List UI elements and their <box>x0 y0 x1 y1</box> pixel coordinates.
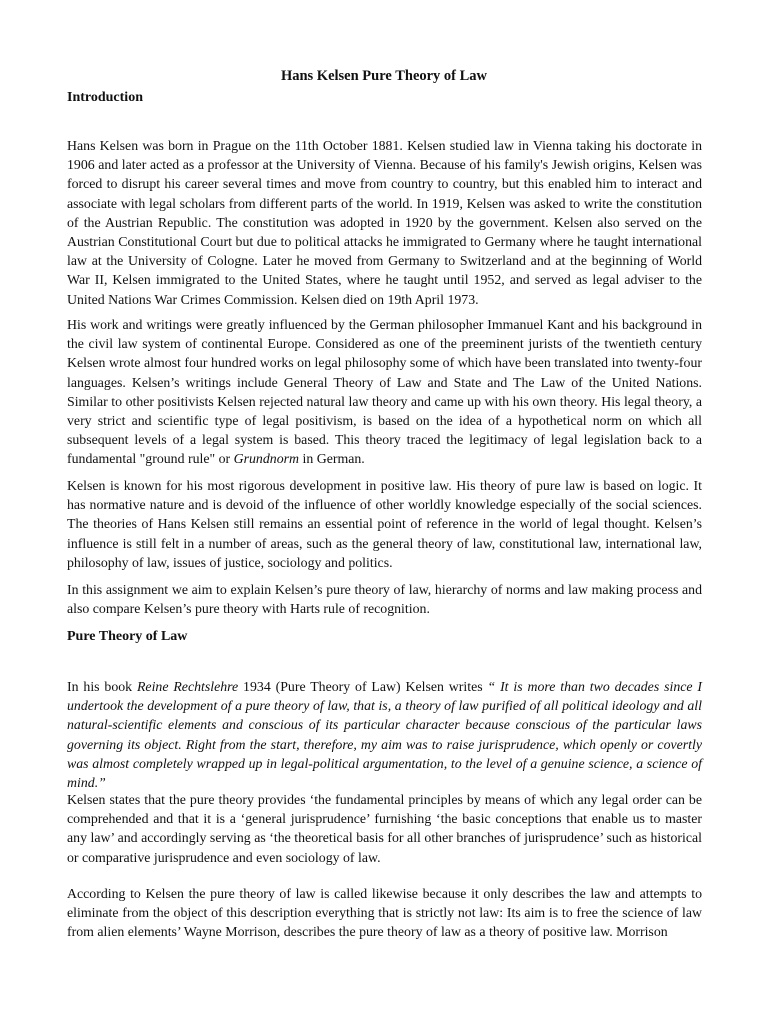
paragraph-biography: Hans Kelsen was born in Prague on the 11th October 1881. Kelsen studied law in Vienna taking his doctorate in 1906 and later acted as a professor at the University of Vienna. Because of his family's Jewish origins, Kelsen was forced to disrupt his career several times and move from country to country, but this enabled him to interact and associate with legal scholars from different parts of the world. In 1919, Kelsen was asked to write the constitution of the Austrian Republic. The constitution was adopted in 1920 by the government. Kelsen also served on the Austrian Constitutional Court but due to political attacks he immigrated to Germany where he taught international law at the University of Cologne. Later he moved from Germany to Switzerland and at the beginning of World War II, Kelsen immigrated to the United States, where he taught until 1952, and served as legal adviser to the United Nations War Crimes Commission. Kelsen died on 19th April 1973. <box>67 138 702 307</box>
paragraph-general-jurisprudence: Kelsen states that the pure theory provides ‘the fundamental principles by means of which any legal order can be comprehended and that it is a ‘general jurisprudence’ furnishing ‘the basic conceptions that enable us to master any law’ and accordingly serving as ‘the theoretical basis for all other branches of jurisprudence’ such as historical or comparative jurisprudence and even sociology of law. <box>67 792 702 865</box>
paragraph-morrison: According to Kelsen the pure theory of law is called likewise because it only describes the law and attempts to eliminate from the object of this description everything that is strictly not law: Its aim is to free the science of law from alien elements’ Wayne Morrison, describes the pure theory of law as a theory of positive law. Morrison <box>67 886 702 940</box>
pure-theory-heading: Pure Theory of Law <box>67 629 188 644</box>
paragraph-influences <box>67 315 702 469</box>
paragraph-influences-end: in German. <box>299 451 365 467</box>
kelsen-quote: “ It is more than two decades since I undertook the development of a pure theory of law, that is, a theory of law purified of all political ideology and all natural-scientific elements and conscious of its particular character because conscious of the particular laws governing its object. Right from the start, therefore, my aim was to raise jurisprudence, which openly or covertly was almost completely wrapped up in legal-political argumentation, to the level of a genuine science, a science of mind.” <box>67 679 702 791</box>
book-title: Reine Rechtslehre <box>136 679 239 694</box>
paragraph-reine-mid: 1934 (Pure Theory of Law) Kelsen writes <box>238 679 488 694</box>
introduction-heading: Introduction <box>67 90 143 105</box>
paragraph-reine-intro: In his book <box>67 679 137 694</box>
document-title: Hans Kelsen Pure Theory of Law <box>280 68 488 84</box>
paragraph-influences-text: His work and writings were greatly influenced by the German philosopher Immanuel Kant and his background in the civil law system of continental Europe. Considered as one of the preeminent jurists of the twentieth century Kelsen wrote almost four hundred works on legal philosophy some of which have been translated into twenty-four languages. Kelsen’s writings include General Theory of Law and State and The Law of the United Nations. Similar to other positivists Kelsen rejected natural law theory and came up with his own theory. His legal theory, a very strict and scientific type of legal positivism, is based on the idea of a hypothetical norm on which all subsequent levels of a legal system is based. This theory traced the legitimacy of legal legislation back to a fundamental "ground rule" or <box>67 317 702 467</box>
paragraph-positive-law: Kelsen is known for his most rigorous development in positive law. His theory of pure law is based on logic. It has normative nature and is devoid of the influence of other worldly knowledge especially of the social sciences. The theories of Hans Kelsen still remains an essential point of reference in the world of legal thought. Kelsen’s influence is still felt in a number of areas, such as the general theory of law, constitutional law, international law, philosophy of law, issues of justice, sociology and politics. <box>67 478 702 570</box>
paragraph-assignment-aim: In this assignment we aim to explain Kelsen’s pure theory of law, hierarchy of norms and law making process and also compare Kelsen’s pure theory with Harts rule of recognition. <box>67 582 702 617</box>
paragraph-reine-rechtslehre <box>67 677 702 792</box>
grundnorm-term: Grundnorm <box>233 451 300 467</box>
